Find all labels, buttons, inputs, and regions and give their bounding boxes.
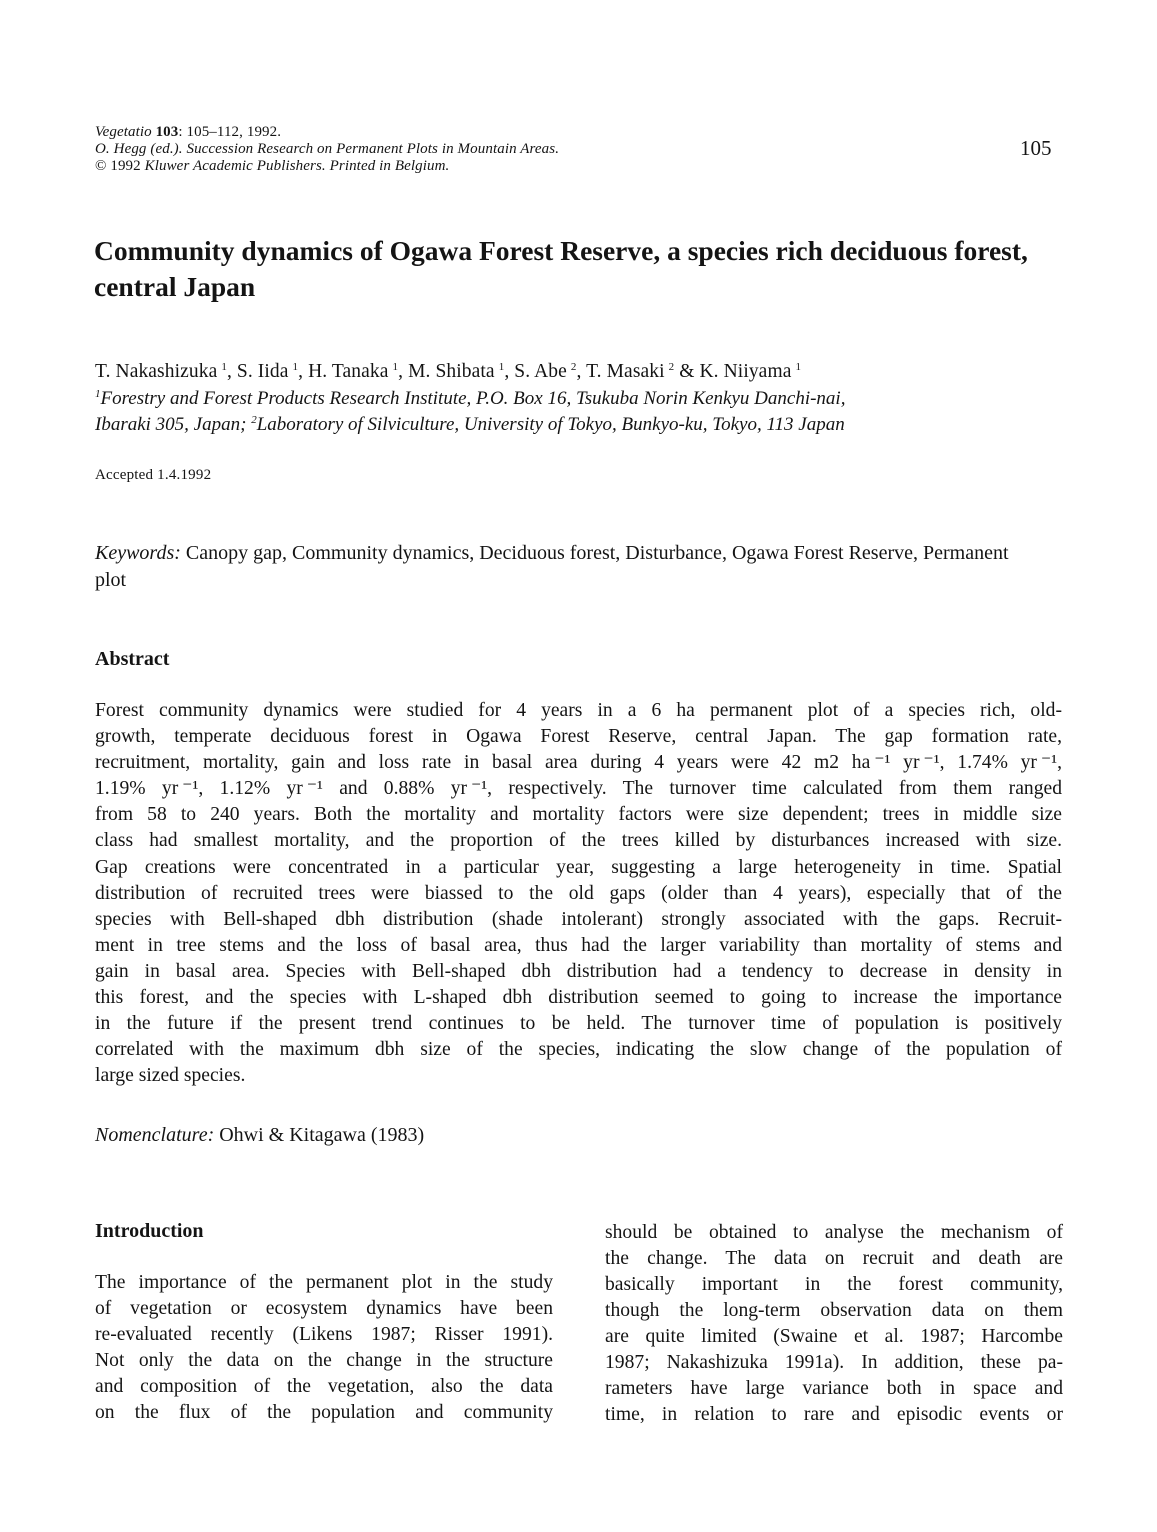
- author-affiliation-marker: 2: [668, 361, 675, 373]
- journal-pages: : 105–112, 1992.: [178, 124, 282, 140]
- introduction-line: should be obtained to analyse the mechanism of: [605, 1222, 1063, 1243]
- affiliation-2: Laboratory of Silviculture, University of Tokyo, Bunkyo-ku, Tokyo, 113 Japan: [256, 414, 845, 435]
- abstract-line: recruitment, mortality, gain and loss rate in basal area during 4 years were 42 m2 ha ⁻¹ yr ⁻¹, 1.74% yr ⁻¹,: [95, 752, 1062, 774]
- introduction-line: Not only the data on the change in the structure: [95, 1350, 553, 1371]
- introduction-column-2: [605, 1220, 1063, 1428]
- affiliation-1: Forestry and Forest Products Research Institute, P.O. Box 16, Tsukuba Norin Kenkyu Danchi-nai,: [100, 388, 846, 409]
- abstract-heading: Abstract: [95, 648, 170, 670]
- author-affiliation-marker: 1: [292, 361, 299, 373]
- author-name: S. Iida: [236, 361, 289, 382]
- introduction-line: basically important in the forest community,: [605, 1274, 1063, 1295]
- abstract-line: gain in basal area. Species with Bell-shaped dbh distribution had a tendency to decrease in density in: [95, 960, 1062, 982]
- accepted-date: Accepted 1.4.1992: [95, 467, 212, 483]
- abstract-line: in the future if the present trend continues to be held. The turnover time of population is positively: [95, 1013, 1062, 1035]
- abstract-line: 1.19% yr ⁻¹, 1.12% yr ⁻¹ and 0.88% yr ⁻¹, respectively. The turnover time calculated from them ranged: [95, 778, 1062, 800]
- abstract-line: this forest, and the species with L-shaped dbh distribution seemed to going to increase the importance: [95, 987, 1062, 1009]
- author-affiliation-marker: 2: [570, 361, 577, 373]
- introduction-line: are quite limited (Swaine et al. 1987; Harcombe: [605, 1326, 1063, 1347]
- abstract-line: distribution of recruited trees were biassed to the old gaps (older than 4 years), especially that of the: [95, 882, 1062, 904]
- author-name: T. Masaki: [586, 361, 665, 382]
- author-affiliation-marker: 1: [392, 361, 399, 373]
- abstract-line: large sized species.: [95, 1065, 246, 1087]
- abstract-line: ment in tree stems and the loss of basal area, thus had the larger variability than mortality of stems and: [95, 934, 1062, 956]
- author-name: K. Niiyama: [699, 361, 792, 382]
- introduction-line: and composition of the vegetation, also the data: [95, 1376, 553, 1397]
- introduction-line: time, in relation to rare and episodic events or: [605, 1404, 1063, 1425]
- affiliation-line-1: [95, 386, 845, 412]
- author-separator: ,: [576, 361, 587, 382]
- nomenclature-label: Nomenclature:: [95, 1124, 215, 1146]
- affiliation-line-2: [95, 412, 845, 438]
- author-name: M. Shibata: [408, 361, 495, 382]
- copyright-text: Kluwer Academic Publishers. Printed in Belgium.: [144, 158, 450, 174]
- journal-header: [95, 124, 559, 175]
- introduction-line: the change. The data on recruit and death are: [605, 1248, 1063, 1269]
- author-affiliation-marker: 1: [498, 361, 505, 373]
- introduction-heading: Introduction: [95, 1220, 204, 1242]
- page-number: 105: [1020, 136, 1052, 160]
- affiliations: [95, 386, 845, 438]
- abstract-line: Forest community dynamics were studied for 4 years in a 6 ha permanent plot of a species rich, old-: [95, 700, 1062, 721]
- nomenclature: [95, 1124, 424, 1147]
- author-list: [95, 361, 801, 383]
- journal-name: Vegetatio: [95, 124, 152, 140]
- author-affiliation-marker: 1: [795, 361, 802, 373]
- author-separator: ,: [226, 361, 237, 382]
- abstract-body: [95, 698, 1062, 1089]
- copyright-line: [95, 158, 559, 175]
- editor-line: O. Hegg (ed.). Succession Research on Permanent Plots in Mountain Areas.: [95, 141, 560, 157]
- author-separator: ,: [298, 361, 309, 382]
- keywords-text: Canopy gap, Community dynamics, Deciduous forest, Disturbance, Ogawa Forest Reserve, Permanent plot: [95, 542, 1009, 591]
- nomenclature-text: Ohwi & Kitagawa (1983): [214, 1124, 425, 1146]
- introduction-line: The importance of the permanent plot in the study: [95, 1272, 553, 1293]
- copyright-symbol: ©: [95, 158, 107, 174]
- introduction-line: on the flux of the population and community: [95, 1402, 553, 1423]
- introduction-line: 1987; Nakashizuka 1991a). In addition, these pa-: [605, 1352, 1063, 1373]
- abstract-line: Gap creations were concentrated in a particular year, suggesting a large heterogeneity in time. Spatial: [95, 856, 1062, 878]
- introduction-line: re-evaluated recently (Likens 1987; Risser 1991).: [95, 1324, 553, 1345]
- introduction-line: rameters have large variance both in space and: [605, 1378, 1063, 1399]
- introduction-line: though the long-term observation data on them: [605, 1300, 1063, 1321]
- abstract-line: correlated with the maximum dbh size of the species, indicating the slow change of the population of: [95, 1039, 1062, 1061]
- author-name: S. Abe: [514, 361, 567, 382]
- author-separator: ,: [504, 361, 515, 382]
- abstract-line: class had smallest mortality, and the proportion of the trees killed by disturbances increased with size.: [95, 830, 1062, 852]
- author-name: H. Tanaka: [308, 361, 389, 382]
- abstract-line: species with Bell-shaped dbh distribution (shade intolerant) strongly associated with the gaps. Recruit-: [95, 908, 1062, 930]
- author-affiliation-marker: 1: [221, 361, 227, 373]
- introduction-column-1: [95, 1270, 553, 1426]
- journal-volume: 103: [155, 124, 179, 140]
- author-separator: &: [674, 361, 700, 382]
- affiliation-marker: 1: [95, 388, 101, 400]
- citation-line: [95, 124, 559, 141]
- affiliation-1-cont: Ibaraki 305, Japan;: [95, 414, 252, 435]
- paper-title: Community dynamics of Ogawa Forest Reserve, a species rich deciduous forest, central Japan: [94, 235, 1028, 302]
- abstract-line: from 58 to 240 years. Both the mortality and mortality factors were size dependent; trees in middle size: [95, 804, 1062, 826]
- abstract-line: growth, temperate deciduous forest in Ogawa Forest Reserve, central Japan. The gap formation rate,: [95, 726, 1062, 748]
- keywords-label: Keywords:: [95, 542, 181, 564]
- affiliation-marker: 2: [251, 414, 257, 426]
- keywords: [95, 540, 1025, 594]
- author-name: T. Nakashizuka: [95, 361, 218, 382]
- introduction-line: of vegetation or ecosystem dynamics have been: [95, 1298, 553, 1319]
- author-separator: ,: [398, 361, 409, 382]
- copyright-year: 1992: [106, 158, 145, 174]
